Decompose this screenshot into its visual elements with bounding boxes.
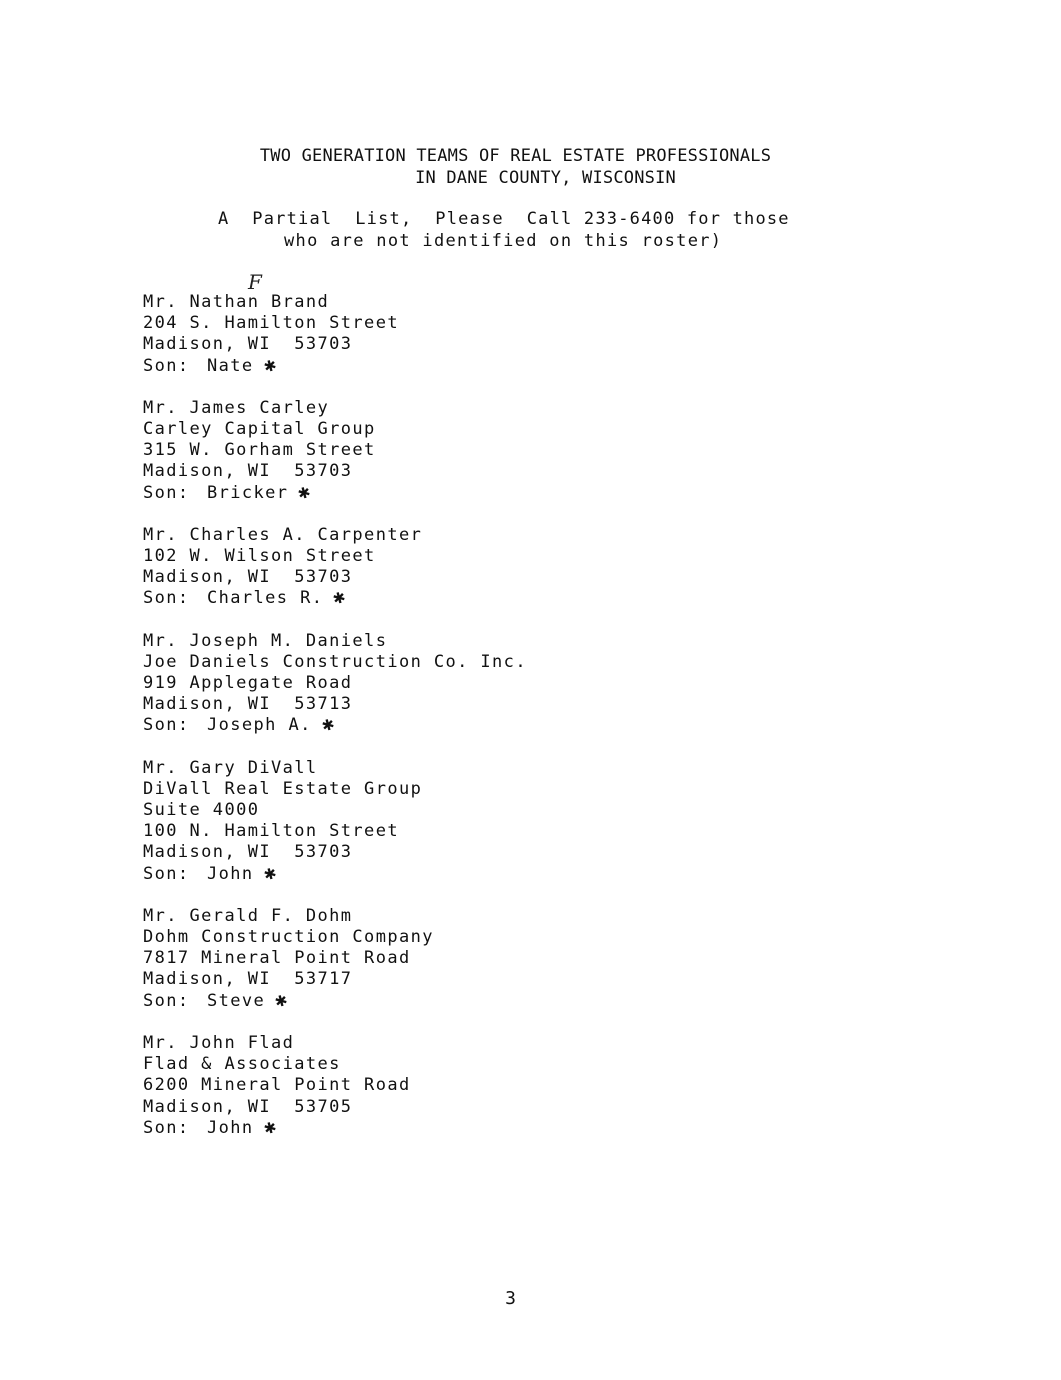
- entry-address-line: Madison, WI 53703: [143, 334, 353, 355]
- son-name: John: [207, 863, 254, 884]
- son-label: Son:: [143, 588, 190, 609]
- entry-address-line: Joe Daniels Construction Co. Inc.: [143, 651, 527, 672]
- entry-address-line: Madison, WI 53703: [143, 461, 353, 482]
- entry-address-line: 100 N. Hamilton Street: [143, 821, 399, 842]
- roster-entry: [143, 292, 743, 377]
- handwritten-asterisk-icon: ✱: [261, 1117, 280, 1139]
- document-title: [0, 145, 1061, 189]
- entry-son-line: [143, 991, 743, 1012]
- entry-son-line: [143, 715, 743, 736]
- entry-son-line: [143, 864, 743, 885]
- entry-name: Mr. Charles A. Carpenter: [143, 524, 423, 545]
- entry-name: Mr. James Carley: [143, 397, 330, 418]
- entry-address-line: 315 W. Gorham Street: [143, 440, 376, 461]
- document-subtitle: [218, 208, 790, 252]
- subtitle-line-1: A Partial List, Please Call 233-6400 for those: [218, 209, 790, 229]
- handwritten-asterisk-icon: ✱: [272, 990, 292, 1012]
- handwritten-asterisk-icon: ✱: [261, 355, 280, 377]
- entry-address-line: Madison, WI 53703: [143, 567, 353, 588]
- subtitle-line-2: who are not identified on this roster): [284, 231, 723, 251]
- entry-name: Mr. Joseph M. Daniels: [143, 630, 388, 651]
- handwritten-asterisk-icon: ✱: [319, 714, 338, 736]
- title-line-2: IN DANE COUNTY, WISCONSIN: [415, 168, 676, 188]
- entry-son-line: [143, 483, 743, 504]
- entry-address-line: Suite 4000: [143, 800, 260, 821]
- son-name: Bricker: [207, 482, 289, 503]
- entry-address-line: 7817 Mineral Point Road: [143, 948, 411, 969]
- entry-address-line: 102 W. Wilson Street: [143, 546, 376, 567]
- entry-address-line: Madison, WI 53717: [143, 969, 353, 990]
- son-label: Son:: [143, 482, 190, 503]
- entry-address-line: DiVall Real Estate Group: [143, 778, 423, 799]
- son-label: Son:: [143, 715, 190, 736]
- entry-address-line: 919 Applegate Road: [143, 673, 353, 694]
- roster-entry: [143, 906, 743, 1012]
- roster-list: [143, 292, 743, 1160]
- son-label: Son:: [143, 990, 190, 1011]
- entry-address-line: Madison, WI 53705: [143, 1096, 353, 1117]
- son-name: Charles R.: [207, 588, 324, 609]
- entry-address-line: Madison, WI 53703: [143, 842, 353, 863]
- entry-son-line: [143, 1118, 743, 1139]
- entry-son-line: [143, 356, 743, 377]
- son-name: John: [207, 1117, 254, 1138]
- entry-address-line: Dohm Construction Company: [143, 927, 434, 948]
- entry-name: Mr. Gary DiVall: [143, 757, 318, 778]
- son-name: Nate: [207, 355, 254, 376]
- entry-address-line: Carley Capital Group: [143, 419, 376, 440]
- son-label: Son:: [143, 863, 190, 884]
- entry-address-line: Flad & Associates: [143, 1054, 341, 1075]
- entry-address-line: 204 S. Hamilton Street: [143, 313, 399, 334]
- roster-entry: [143, 631, 743, 737]
- title-line-1: TWO GENERATION TEAMS OF REAL ESTATE PROFESSIONALS: [259, 146, 772, 166]
- handwritten-asterisk-icon: ✱: [296, 482, 315, 504]
- entry-address-line: 6200 Mineral Point Road: [143, 1075, 411, 1096]
- roster-entry: [143, 398, 743, 504]
- handwritten-asterisk-icon: ✱: [261, 863, 280, 885]
- handwritten-f-mark: F: [248, 270, 262, 294]
- roster-entry: [143, 1033, 743, 1139]
- son-name: Steve: [207, 990, 266, 1011]
- entry-name: Mr. John Flad: [143, 1032, 295, 1053]
- entry-name: Mr. Gerald F. Dohm: [143, 905, 353, 926]
- son-name: Joseph A.: [207, 715, 312, 736]
- roster-entry: [143, 758, 743, 885]
- entry-address-line: Madison, WI 53713: [143, 694, 353, 715]
- page-number: 3: [505, 1288, 516, 1309]
- entry-name: Mr. Nathan Brand: [143, 292, 330, 312]
- roster-entry: [143, 525, 743, 610]
- son-label: Son:: [143, 1117, 190, 1138]
- entry-son-line: [143, 588, 743, 609]
- son-label: Son:: [143, 355, 190, 376]
- handwritten-asterisk-icon: ✱: [331, 587, 350, 609]
